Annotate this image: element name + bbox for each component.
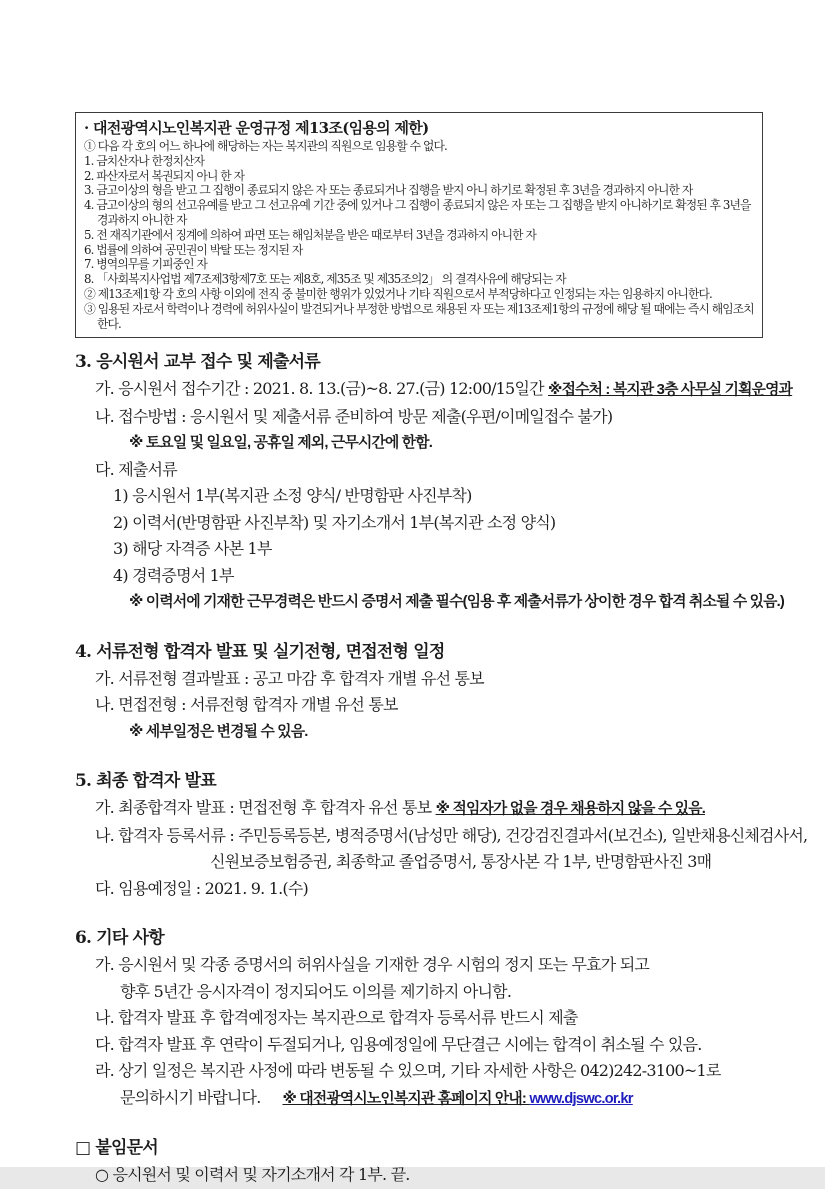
submission-doc-2: 2) 이력서(반명함판 사진부착) 및 자기소개서 1부(복지관 소정 양식) — [113, 512, 556, 532]
career-proof-note: ※ 이력서에 기재한 근무경력은 반드시 증명서 제출 필수(임용 후 제출서류가 상이한 경우 합격 취소될 수 있음.) — [129, 594, 785, 611]
section6-item-ga-line1: 가. 응시원서 및 각종 증명서의 허위사실을 기재한 경우 시험의 정지 또는 무효가 되고 — [95, 955, 650, 975]
section4-heading: 4. 서류전형 합격자 발표 및 실기전형, 면접전형 일정 — [75, 641, 445, 662]
regulation-clause-2: ② 제13조제1항 각 호의 사항 이외에 전직 중 불미한 행위가 있었거나 기타 직원으로서 부적당하다고 인정되는 자는 임용하지 아니한다. — [84, 286, 712, 301]
regulation-item-8: 8. 「사회복지사업법 제7조제3항제7호 또는 제8호, 제35조 및 제35조의2」 의 결격사유에 해당되는 자 — [84, 272, 566, 287]
reception-place-note: ※접수처 : 복지관 3층 사무실 기획운영과 — [548, 382, 793, 399]
section5-item-na-line1: 나. 합격자 등록서류 : 주민등록등본, 병적증명서(남성만 해당), 건강검진결과서(보건소), 일반채용신체검사서, — [95, 825, 808, 845]
regulation-clause-1: ① 다음 각 호의 어느 하나에 해당하는 자는 복지관의 직원으로 임용할 수 없다. — [84, 139, 447, 153]
inquiry-text: 문의하시기 바랍니다. — [120, 1087, 261, 1107]
section-final-results — [75, 767, 808, 902]
regulation-box-title: · 대전광역시노인복지관 운영규정 제13조(임용의 제한) — [84, 119, 429, 137]
section3-weekend-note: ※ 토요일 및 일요일, 공휴일 제외, 근무시간에 한함. — [129, 435, 433, 452]
submission-doc-1: 1) 응시원서 1부(복지관 소정 양식/ 반명함판 사진부착) — [113, 486, 472, 506]
section6-item-na: 나. 합격자 발표 후 합격예정자는 복지관으로 합격자 등록서류 반드시 제출 — [95, 1008, 578, 1028]
section5-heading: 5. 최종 합격자 발표 — [75, 771, 216, 792]
attachment-item: ○ 응시원서 및 이력서 및 자기소개서 각 1부. 끝. — [95, 1165, 410, 1185]
application-period-text: 가. 응시원서 접수기간 : 2021. 8. 13.(금)~8. 27.(금) 12:00/15일간 — [95, 379, 549, 399]
regulation-item-3: 3. 금고이상의 형을 받고 그 집행이 종료되지 않은 자 또는 종료되거나 집행을 받지 아니 하기로 확정된 후 3년을 경과하지 아니한 자 — [84, 183, 693, 198]
section5-item-da: 다. 임용예정일 : 2021. 9. 1.(수) — [95, 878, 308, 898]
section6-item-ra-line2 — [120, 1085, 795, 1113]
regulation-item-4: 4. 금고이상의 형의 선고유예를 받고 그 선고유예 기간 중에 있거나 그 집행이 종료되지 않은 자 또는 그 집행을 받지 아니하기로 확정된 후 3년을 경과하지 아니한 자 — [84, 198, 751, 227]
attachment-section — [75, 1134, 795, 1189]
regulation-item-2: 2. 파산자로서 복권되지 아니 한 자 — [84, 168, 245, 183]
attachment-heading: □ 붙임문서 — [75, 1138, 158, 1159]
schedule-change-note: ※ 세부일정은 변경될 수 있음. — [129, 723, 308, 740]
homepage-link[interactable]: www.djswc.or.kr — [529, 1090, 633, 1107]
section-screening-schedule — [75, 638, 795, 746]
section-other-matters — [75, 924, 795, 1112]
final-announcement-text: 가. 최종합격자 발표 : 면접전형 후 합격자 유선 통보 — [95, 798, 436, 818]
regulation-item-5: 5. 전 재직기관에서 징계에 의하여 파면 또는 해임처분을 받은 때로부터 3년을 경과하지 아니한 자 — [84, 227, 536, 242]
homepage-guide-label: ※ 대전광역시노인복지관 홈페이지 안내: — [282, 1090, 530, 1107]
section6-item-ra-line1: 라. 상기 일정은 복지관 사정에 따라 변동될 수 있으며, 기타 자세한 사항은 042)242-3100~1로 — [95, 1061, 721, 1081]
section4-item-na: 나. 면접전형 : 서류전형 합격자 개별 유선 통보 — [95, 695, 398, 715]
no-hire-note: ※ 적임자가 없을 경우 채용하지 않을 수 있음. — [435, 801, 706, 818]
regulation-item-7: 7. 병역의무를 기피중인 자 — [84, 257, 207, 272]
section3-heading: 3. 응시원서 교부 접수 및 제출서류 — [75, 352, 320, 373]
submission-doc-4: 4) 경력증명서 1부 — [113, 565, 234, 585]
section6-item-da: 다. 합격자 발표 후 연락이 두절되거나, 임용예정일에 무단결근 시에는 합격이 취소될 수 있음. — [95, 1034, 702, 1054]
regulation-box — [75, 112, 763, 338]
section4-item-ga: 가. 서류전형 결과발표 : 공고 마감 후 합격자 개별 유선 통보 — [95, 668, 484, 688]
submission-doc-3: 3) 해당 자격증 사본 1부 — [113, 539, 272, 559]
section-application-submission — [75, 348, 795, 616]
section5-item-na-line2: 신원보증보험증권, 최종학교 졸업증명서, 통장사본 각 1부, 반명함판사진 3매 — [210, 852, 712, 872]
regulation-item-1: 1. 금치산자나 한정치산자 — [84, 153, 205, 168]
section3-item-ga — [95, 376, 795, 404]
section3-item-da: 다. 제출서류 — [95, 459, 177, 479]
section3-item-na: 나. 접수방법 : 응시원서 및 제출서류 준비하여 방문 제출(우편/이메일접수 불가) — [95, 406, 613, 426]
section6-heading: 6. 기타 사항 — [75, 928, 164, 949]
section5-item-ga — [95, 795, 795, 823]
regulation-item-6: 6. 법률에 의하여 공민권이 박탈 또는 정지된 자 — [84, 242, 303, 257]
section6-item-ga-line2: 향후 5년간 응시자격이 정지되어도 이의를 제기하지 아니함. — [120, 981, 512, 1001]
regulation-clause-3: ③ 임용된 자로서 학력이나 경력에 허위사실이 발견되거나 부정한 방법으로 채용된 자 또는 제13조제1항의 규정에 해당 될 때에는 즉시 해임조치 한다. — [84, 301, 754, 331]
